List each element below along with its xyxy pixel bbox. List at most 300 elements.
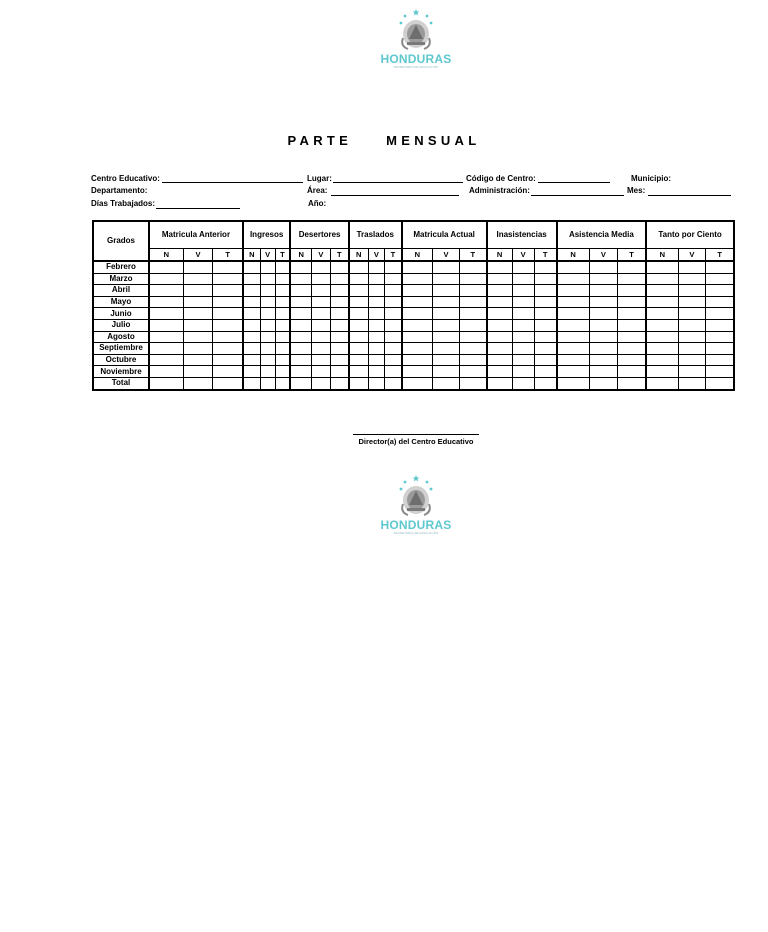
table-cell[interactable]: [617, 296, 646, 308]
table-cell[interactable]: [617, 319, 646, 331]
table-cell[interactable]: [678, 273, 706, 285]
table-cell[interactable]: [275, 366, 290, 378]
table-cell[interactable]: [260, 366, 275, 378]
table-cell[interactable]: [183, 377, 213, 389]
table-cell[interactable]: [290, 366, 311, 378]
table-cell[interactable]: [678, 319, 706, 331]
table-cell[interactable]: [213, 354, 243, 366]
table-cell[interactable]: [275, 296, 290, 308]
table-cell[interactable]: [260, 296, 275, 308]
table-cell[interactable]: [349, 308, 368, 320]
subcol-header: N: [243, 249, 260, 262]
table-cell[interactable]: [678, 261, 706, 273]
table-cell[interactable]: [385, 366, 402, 378]
table-cell[interactable]: [290, 377, 311, 389]
table-cell[interactable]: [557, 366, 590, 378]
table-cell[interactable]: [183, 273, 213, 285]
table-cell[interactable]: [243, 319, 260, 331]
table-cell[interactable]: [617, 366, 646, 378]
table-cell[interactable]: [385, 308, 402, 320]
subcol-header: N: [290, 249, 311, 262]
table-cell[interactable]: [260, 343, 275, 355]
table-cell[interactable]: [349, 261, 368, 273]
table-cell[interactable]: [557, 331, 590, 343]
table-cell[interactable]: [368, 296, 385, 308]
table-subheader-row: [93, 249, 734, 262]
table-cell[interactable]: [487, 319, 512, 331]
table-cell[interactable]: [589, 366, 617, 378]
table-cell[interactable]: [330, 377, 349, 389]
table-cell[interactable]: [534, 296, 556, 308]
table-cell[interactable]: [149, 343, 183, 355]
table-cell[interactable]: [149, 377, 183, 389]
table-cell[interactable]: [557, 354, 590, 366]
table-cell[interactable]: [290, 261, 311, 273]
table-cell[interactable]: [557, 343, 590, 355]
logo-subtitle: SECRETARÍA DE EDUCACIÓN: [393, 65, 439, 69]
table-cell[interactable]: [487, 354, 512, 366]
table-cell[interactable]: [260, 273, 275, 285]
table-cell[interactable]: [312, 261, 331, 273]
table-cell[interactable]: [459, 377, 486, 389]
table-cell[interactable]: [557, 308, 590, 320]
table-cell[interactable]: [534, 308, 556, 320]
table-cell[interactable]: [487, 285, 512, 297]
logo-wordmark: HONDURAS: [380, 518, 452, 532]
table-cell[interactable]: [213, 331, 243, 343]
table-cell[interactable]: [368, 273, 385, 285]
table-cell[interactable]: [678, 285, 706, 297]
subcol-header: N: [646, 249, 678, 262]
header-logo: [378, 8, 454, 69]
table-cell[interactable]: [459, 366, 486, 378]
table-cell[interactable]: [260, 377, 275, 389]
table-cell[interactable]: [487, 308, 512, 320]
table-cell[interactable]: [213, 261, 243, 273]
table-cell[interactable]: [589, 261, 617, 273]
table-cell[interactable]: [290, 273, 311, 285]
table-cell[interactable]: [368, 308, 385, 320]
table-cell[interactable]: [290, 354, 311, 366]
subcol-header: T: [275, 249, 290, 262]
table-cell[interactable]: [557, 261, 590, 273]
table-cell[interactable]: [617, 285, 646, 297]
table-cell[interactable]: [589, 343, 617, 355]
table-cell[interactable]: [534, 273, 556, 285]
table-row: [93, 331, 734, 343]
table-cell[interactable]: [183, 366, 213, 378]
table-cell[interactable]: [487, 377, 512, 389]
table-cell[interactable]: [183, 285, 213, 297]
table-cell[interactable]: [213, 296, 243, 308]
table-cell[interactable]: [183, 319, 213, 331]
table-cell[interactable]: [589, 319, 617, 331]
table-cell[interactable]: [243, 377, 260, 389]
table-cell[interactable]: [213, 308, 243, 320]
table-cell[interactable]: [213, 285, 243, 297]
table-cell[interactable]: [385, 273, 402, 285]
table-cell[interactable]: [330, 354, 349, 366]
table-cell[interactable]: [402, 308, 433, 320]
table-cell[interactable]: [402, 331, 433, 343]
table-cell[interactable]: [706, 285, 734, 297]
table-cell[interactable]: [617, 343, 646, 355]
table-cell[interactable]: [385, 331, 402, 343]
table-cell[interactable]: [402, 354, 433, 366]
table-cell[interactable]: [243, 285, 260, 297]
table-cell[interactable]: [589, 354, 617, 366]
table-cell[interactable]: [260, 285, 275, 297]
table-cell[interactable]: [243, 308, 260, 320]
table-cell[interactable]: [330, 261, 349, 273]
administracion-label: Administración:: [469, 186, 530, 195]
table-cell[interactable]: [646, 331, 678, 343]
table-cell[interactable]: [459, 343, 486, 355]
table-cell[interactable]: [312, 273, 331, 285]
table-cell[interactable]: [646, 308, 678, 320]
table-cell[interactable]: [275, 343, 290, 355]
table-cell[interactable]: [183, 331, 213, 343]
table-cell[interactable]: [534, 285, 556, 297]
table-cell[interactable]: [402, 377, 433, 389]
table-cell[interactable]: [149, 319, 183, 331]
subcol-header: T: [213, 249, 243, 262]
table-cell[interactable]: [617, 377, 646, 389]
dias-trabajados-label: Días Trabajados:: [91, 199, 156, 208]
table-cell[interactable]: [534, 366, 556, 378]
table-cell[interactable]: [534, 377, 556, 389]
table-cell[interactable]: [433, 319, 460, 331]
table-cell[interactable]: [589, 377, 617, 389]
table-cell[interactable]: [402, 319, 433, 331]
table-row: [93, 319, 734, 331]
table-cell[interactable]: [290, 296, 311, 308]
table-cell[interactable]: [385, 296, 402, 308]
signature-line[interactable]: [353, 434, 479, 435]
table-cell[interactable]: [512, 261, 534, 273]
table-cell[interactable]: [646, 273, 678, 285]
title-word-2: MENSUAL: [386, 133, 481, 148]
table-cell[interactable]: [290, 319, 311, 331]
monthly-report-table: [92, 220, 735, 391]
table-cell[interactable]: [512, 354, 534, 366]
table-cell[interactable]: [275, 273, 290, 285]
table-cell[interactable]: [260, 354, 275, 366]
table-cell[interactable]: [459, 273, 486, 285]
table-cell[interactable]: [213, 377, 243, 389]
table-cell[interactable]: [402, 261, 433, 273]
month-label: Noviembre: [93, 366, 149, 378]
table-cell[interactable]: [646, 261, 678, 273]
table-cell[interactable]: [512, 377, 534, 389]
table-cell[interactable]: [368, 354, 385, 366]
table-cell[interactable]: [349, 273, 368, 285]
month-label: Mayo: [93, 296, 149, 308]
table-cell[interactable]: [678, 366, 706, 378]
table-cell[interactable]: [646, 319, 678, 331]
table-cell[interactable]: [589, 308, 617, 320]
table-cell[interactable]: [330, 296, 349, 308]
table-cell[interactable]: [433, 261, 460, 273]
group-header: Asistencia Media: [557, 221, 647, 249]
table-cell[interactable]: [385, 261, 402, 273]
table-cell[interactable]: [512, 343, 534, 355]
table-cell[interactable]: [385, 319, 402, 331]
dias-trabajados-line[interactable]: [156, 208, 240, 209]
table-cell[interactable]: [312, 343, 331, 355]
table-cell[interactable]: [512, 285, 534, 297]
table-cell[interactable]: [487, 331, 512, 343]
subcol-header: V: [368, 249, 385, 262]
table-cell[interactable]: [243, 331, 260, 343]
table-cell[interactable]: [368, 366, 385, 378]
table-cell[interactable]: [459, 319, 486, 331]
table-cell[interactable]: [589, 285, 617, 297]
table-cell[interactable]: [402, 296, 433, 308]
subcol-header: V: [433, 249, 460, 262]
table-cell[interactable]: [275, 354, 290, 366]
table-cell[interactable]: [678, 354, 706, 366]
table-cell[interactable]: [260, 319, 275, 331]
table-cell[interactable]: [459, 308, 486, 320]
table-cell[interactable]: [149, 296, 183, 308]
table-cell[interactable]: [433, 285, 460, 297]
table-cell[interactable]: [330, 285, 349, 297]
table-cell[interactable]: [512, 331, 534, 343]
logo-subtitle: SECRETARÍA DE EDUCACIÓN: [393, 531, 439, 535]
table-cell[interactable]: [330, 331, 349, 343]
table-cell[interactable]: [368, 331, 385, 343]
table-cell[interactable]: [646, 343, 678, 355]
table-cell[interactable]: [330, 273, 349, 285]
table-cell[interactable]: [706, 354, 734, 366]
table-cell[interactable]: [534, 343, 556, 355]
table-cell[interactable]: [706, 343, 734, 355]
month-label: Marzo: [93, 273, 149, 285]
table-cell[interactable]: [213, 319, 243, 331]
table-cell[interactable]: [149, 354, 183, 366]
table-cell[interactable]: [183, 261, 213, 273]
month-label: Septiembre: [93, 343, 149, 355]
table-cell[interactable]: [149, 366, 183, 378]
table-cell[interactable]: [275, 331, 290, 343]
table-cell[interactable]: [433, 273, 460, 285]
table-cell[interactable]: [312, 319, 331, 331]
table-cell[interactable]: [706, 377, 734, 389]
table-cell[interactable]: [243, 261, 260, 273]
table-cell[interactable]: [534, 331, 556, 343]
table-cell[interactable]: [433, 377, 460, 389]
table-cell[interactable]: [402, 366, 433, 378]
table-cell[interactable]: [290, 331, 311, 343]
table-cell[interactable]: [557, 319, 590, 331]
table-cell[interactable]: [330, 366, 349, 378]
table-cell[interactable]: [646, 366, 678, 378]
table-cell[interactable]: [617, 273, 646, 285]
table-cell[interactable]: [243, 296, 260, 308]
month-label: Octubre: [93, 354, 149, 366]
table-cell[interactable]: [312, 308, 331, 320]
table-cell[interactable]: [678, 308, 706, 320]
table-cell[interactable]: [312, 296, 331, 308]
table-cell[interactable]: [275, 285, 290, 297]
table-cell[interactable]: [433, 331, 460, 343]
table-cell[interactable]: [290, 343, 311, 355]
table-cell[interactable]: [312, 366, 331, 378]
table-cell[interactable]: [149, 273, 183, 285]
table-cell[interactable]: [646, 296, 678, 308]
table-cell[interactable]: [487, 343, 512, 355]
table-cell[interactable]: [706, 319, 734, 331]
table-cell[interactable]: [459, 331, 486, 343]
table-cell[interactable]: [678, 331, 706, 343]
table-cell[interactable]: [617, 331, 646, 343]
table-cell[interactable]: [459, 285, 486, 297]
table-cell[interactable]: [275, 308, 290, 320]
table-cell[interactable]: [433, 308, 460, 320]
table-cell[interactable]: [349, 343, 368, 355]
table-cell[interactable]: [557, 285, 590, 297]
table-cell[interactable]: [678, 377, 706, 389]
table-cell[interactable]: [368, 319, 385, 331]
table-cell[interactable]: [243, 366, 260, 378]
table-cell[interactable]: [213, 343, 243, 355]
table-cell[interactable]: [706, 273, 734, 285]
table-cell[interactable]: [330, 343, 349, 355]
table-cell[interactable]: [385, 377, 402, 389]
table-cell[interactable]: [589, 273, 617, 285]
table-cell[interactable]: [260, 308, 275, 320]
table-cell[interactable]: [349, 285, 368, 297]
table-cell[interactable]: [512, 366, 534, 378]
table-cell[interactable]: [706, 366, 734, 378]
codigo-centro-line[interactable]: [538, 182, 610, 183]
table-cell[interactable]: [402, 273, 433, 285]
table-cell[interactable]: [149, 331, 183, 343]
table-cell[interactable]: [487, 296, 512, 308]
table-cell[interactable]: [312, 331, 331, 343]
table-cell[interactable]: [385, 354, 402, 366]
table-cell[interactable]: [678, 296, 706, 308]
table-cell[interactable]: [385, 285, 402, 297]
table-cell[interactable]: [678, 343, 706, 355]
table-cell[interactable]: [243, 343, 260, 355]
table-cell[interactable]: [349, 331, 368, 343]
table-cell[interactable]: [149, 285, 183, 297]
table-cell[interactable]: [589, 331, 617, 343]
subcol-header: T: [385, 249, 402, 262]
table-cell[interactable]: [330, 319, 349, 331]
administracion-line[interactable]: [531, 195, 624, 196]
table-cell[interactable]: [459, 354, 486, 366]
table-cell[interactable]: [617, 354, 646, 366]
table-cell[interactable]: [213, 366, 243, 378]
table-cell[interactable]: [349, 296, 368, 308]
table-cell[interactable]: [646, 377, 678, 389]
group-header: Inasistencias: [487, 221, 557, 249]
table-cell[interactable]: [368, 285, 385, 297]
table-cell[interactable]: [402, 343, 433, 355]
table-cell[interactable]: [385, 343, 402, 355]
table-cell[interactable]: [534, 354, 556, 366]
table-cell[interactable]: [312, 377, 331, 389]
table-cell[interactable]: [459, 261, 486, 273]
table-cell[interactable]: [312, 354, 331, 366]
table-cell[interactable]: [260, 331, 275, 343]
table-cell[interactable]: [512, 296, 534, 308]
mes-line[interactable]: [648, 195, 731, 196]
table-cell[interactable]: [243, 273, 260, 285]
table-cell[interactable]: [330, 308, 349, 320]
table-cell[interactable]: [706, 331, 734, 343]
table-cell[interactable]: [368, 261, 385, 273]
table-cell[interactable]: [349, 319, 368, 331]
group-header: Matricula Anterior: [149, 221, 243, 249]
table-cell[interactable]: [589, 296, 617, 308]
table-cell[interactable]: [368, 377, 385, 389]
table-cell[interactable]: [557, 296, 590, 308]
table-cell[interactable]: [706, 296, 734, 308]
table-cell[interactable]: [149, 261, 183, 273]
table-cell[interactable]: [512, 319, 534, 331]
table-cell[interactable]: [349, 354, 368, 366]
table-cell[interactable]: [433, 296, 460, 308]
table-cell[interactable]: [290, 308, 311, 320]
table-cell[interactable]: [213, 273, 243, 285]
table-cell[interactable]: [433, 366, 460, 378]
table-cell[interactable]: [183, 343, 213, 355]
table-cell[interactable]: [646, 354, 678, 366]
table-cell[interactable]: [557, 273, 590, 285]
table-cell[interactable]: [557, 377, 590, 389]
table-cell[interactable]: [183, 308, 213, 320]
table-cell[interactable]: [243, 354, 260, 366]
table-cell[interactable]: [433, 354, 460, 366]
area-line[interactable]: [331, 195, 459, 196]
table-cell[interactable]: [534, 319, 556, 331]
table-cell[interactable]: [349, 366, 368, 378]
centro-educativo-line[interactable]: [162, 182, 303, 183]
table-cell[interactable]: [487, 366, 512, 378]
table-cell[interactable]: [646, 285, 678, 297]
table-cell[interactable]: [349, 377, 368, 389]
table-cell[interactable]: [617, 308, 646, 320]
table-cell[interactable]: [487, 273, 512, 285]
table-cell[interactable]: [487, 261, 512, 273]
table-cell[interactable]: [402, 285, 433, 297]
table-cell[interactable]: [706, 261, 734, 273]
table-cell[interactable]: [183, 354, 213, 366]
table-cell[interactable]: [368, 343, 385, 355]
table-cell[interactable]: [275, 261, 290, 273]
table-row: [93, 366, 734, 378]
table-cell[interactable]: [433, 343, 460, 355]
table-cell[interactable]: [149, 308, 183, 320]
table-cell[interactable]: [275, 319, 290, 331]
table-cell[interactable]: [290, 285, 311, 297]
table-cell[interactable]: [617, 261, 646, 273]
table-cell[interactable]: [534, 261, 556, 273]
table-cell[interactable]: [706, 308, 734, 320]
table-cell[interactable]: [275, 377, 290, 389]
table-cell[interactable]: [512, 308, 534, 320]
table-cell[interactable]: [512, 273, 534, 285]
table-cell[interactable]: [459, 296, 486, 308]
table-cell[interactable]: [312, 285, 331, 297]
table-cell[interactable]: [183, 296, 213, 308]
table-cell[interactable]: [260, 261, 275, 273]
lugar-line[interactable]: [333, 182, 463, 183]
